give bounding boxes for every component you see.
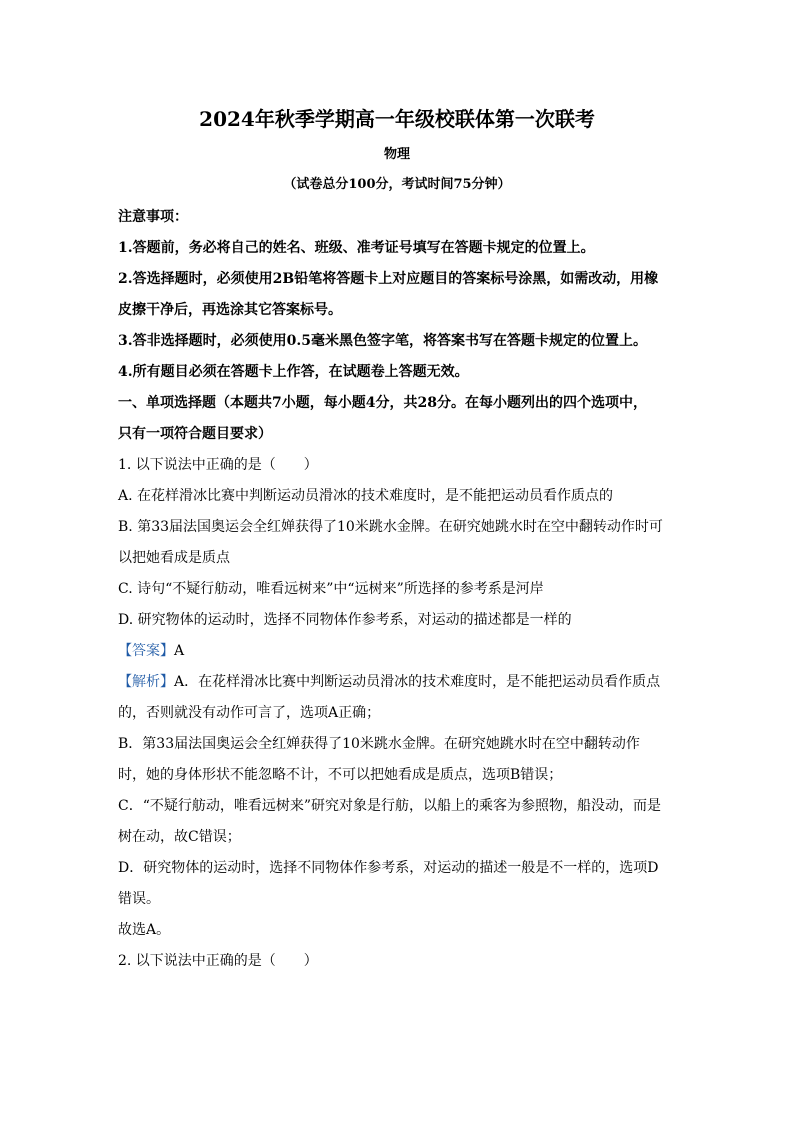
answer-value: A xyxy=(174,643,185,659)
section-heading-line-2: 只有一项符合题目要求） xyxy=(118,426,272,442)
question-1-stem: 1. 以下说法中正确的是（ ） xyxy=(118,457,318,473)
analysis-line xyxy=(118,673,660,691)
question-1-option-d: D. 研究物体的运动时，选择不同物体作参考系，对运动的描述都是一样的 xyxy=(118,612,572,628)
answer-tag: 【答案】 xyxy=(118,643,174,659)
analysis-b-line-2: 时，她的身体形状不能忽略不计，不可以把她看成是质点，选项B错误； xyxy=(118,767,563,783)
subject-label: 物理 xyxy=(383,147,410,162)
answer-line xyxy=(118,642,184,660)
analysis-b-line-1: B．第33届法国奥运会全红婵获得了10米跳水金牌。在研究她跳水时在空中翻转动作 xyxy=(118,736,640,752)
analysis-tag: 【解析】 xyxy=(118,674,174,690)
question-1-option-c: C. 诗句“不疑行舫动，唯看远树来”中“远树来”所选择的参考系是河岸 xyxy=(118,581,544,597)
analysis-conclusion: 故选A。 xyxy=(118,922,171,938)
analysis-a-line-2: 的，否则就没有动作可言了，选项A正确； xyxy=(118,705,381,721)
notice-item-2-line-2: 皮擦干净后，再选涂其它答案标号。 xyxy=(118,302,342,318)
analysis-d-line-1: D．研究物体的运动时，选择不同物体作参考系，对运动的描述一般是不一样的，选项D xyxy=(118,860,659,876)
analysis-c-line-1: C．“不疑行舫动，唯看远树来”研究对象是行舫，以船上的乘客为参照物，船没动，而是 xyxy=(118,798,662,814)
question-1-option-a: A. 在花样滑冰比赛中判断运动员滑冰的技术难度时，是不能把运动员看作质点的 xyxy=(118,488,614,504)
analysis-a-line-1: A．在花样滑冰比赛中判断运动员滑冰的技术难度时，是不能把运动员看作质点 xyxy=(174,674,661,690)
analysis-c-line-2: 树在动，故C错误； xyxy=(118,829,241,845)
notice-item-1: 1.答题前，务必将自己的姓名、班级、准考证号填写在答题卡规定的位置上。 xyxy=(118,240,595,256)
notice-heading: 注意事项： xyxy=(118,209,188,225)
notice-item-2-line-1: 2.答选择题时，必须使用2B铅笔将答题卡上对应题目的答案标号涂黑，如需改动，用橡 xyxy=(118,271,659,287)
notice-item-3: 3.答非选择题时，必须使用0.5毫米黑色签字笔，将答案书写在答题卡规定的位置上。 xyxy=(118,333,647,349)
notice-item-4: 4.所有题目必须在答题卡上作答，在试题卷上答题无效。 xyxy=(118,364,469,380)
exam-title: 2024年秋季学期高一年级校联体第一次联考 xyxy=(199,107,595,131)
exam-info: （试卷总分100分，考试时间75分钟） xyxy=(283,177,511,192)
analysis-d-line-2: 错误。 xyxy=(118,891,160,907)
question-1-option-b-line-2: 以把她看成是质点 xyxy=(118,550,230,566)
section-heading-line-1: 一、单项选择题（本题共7小题，每小题4分，共28分。在每小题列出的四个选项中， xyxy=(118,395,647,411)
question-1-option-b-line-1: B. 第33届法国奥运会全红婵获得了10米跳水金牌。在研究她跳水时在空中翻转动作时可 xyxy=(118,519,663,535)
question-2-stem: 2. 以下说法中正确的是（ ） xyxy=(118,953,318,969)
